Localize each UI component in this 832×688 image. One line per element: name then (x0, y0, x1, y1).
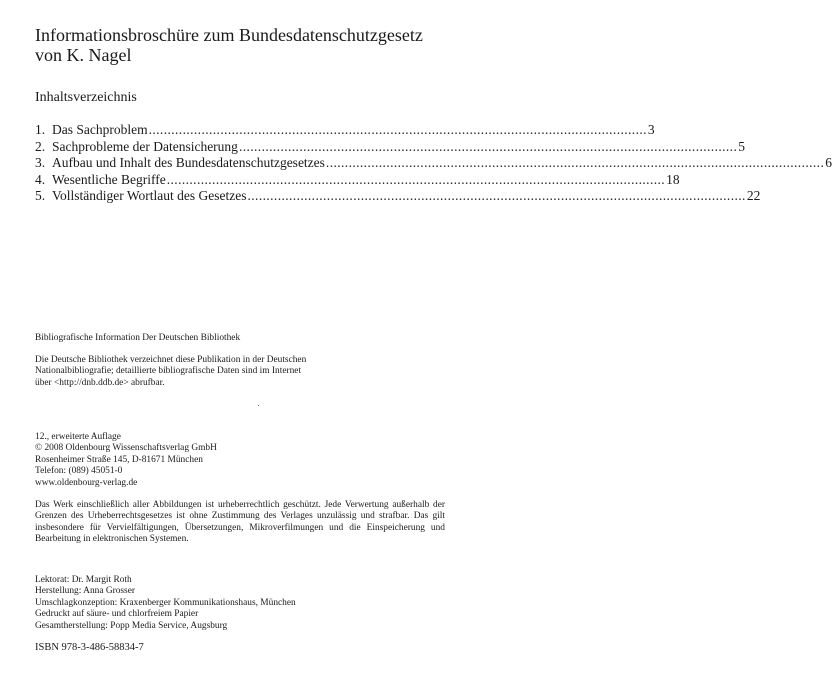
toc-entry-title: Sachprobleme der Datensicherung (52, 138, 238, 154)
title-line-1: Informationsbroschüre zum Bundesdatenschutzgesetz (35, 25, 423, 45)
toc-entry (35, 138, 745, 156)
toc-entry-page: 3 (647, 122, 655, 137)
edition-line: 12., erweiterte Auflage (35, 432, 121, 442)
toc-entry-page: 5 (738, 138, 745, 154)
bibliographic-line: Die Deutsche Bibliothek verzeichnet diese Publikation in der Deutschen (35, 355, 307, 365)
toc-entry-number: 1. (35, 122, 46, 137)
toc-entry-number: 5. (35, 188, 46, 204)
toc-entry-page: 6 (825, 155, 832, 171)
toc-entry-page: 18 (666, 171, 680, 187)
isbn: ISBN 978-3-486-58834-7 (35, 642, 144, 653)
toc-entry-title: Vollständiger Wortlaut des Gesetzes (52, 188, 247, 204)
toc-entry-number: 3. (35, 155, 46, 171)
credit-line: Umschlagkonzeption: Kraxenberger Kommunikationshaus, München (35, 597, 296, 608)
stray-dot-mark (258, 405, 259, 406)
bibliographic-line: über <http://dnb.ddb.de> abrufbar. (35, 377, 165, 388)
toc-entry-page: 22 (746, 188, 761, 204)
toc-entry (35, 155, 832, 172)
copyright-notice: Das Werk einschließlich aller Abbildungen ist urheberrechtlich geschützt. Jede Verwertung außerhalb der Grenzen des Urheberrechtsgesetzes ist ohne Zustimmung des Verlages unzulässig und strafbar. Das gilt insbesondere für Vervielfältigungen, Übersetzungen, Mikroverfilmungen und die Einspeicherung und Bearbeitung in elektronischen Systemen. (35, 500, 445, 545)
toc-dot-leader: .................................................................................................................................... (325, 155, 825, 171)
toc-entry (35, 188, 761, 205)
bibliographic-info (35, 355, 445, 389)
document-title (35, 25, 455, 65)
table-of-contents (35, 122, 832, 205)
bibliographic-line: Nationalbibliografie; detaillierte bibliografische Daten sind im Internet (35, 366, 302, 377)
website-line: www.oldenbourg-verlag.de (35, 477, 138, 488)
credit-line: Gesamtherstellung: Popp Media Service, Augsburg (35, 620, 228, 631)
phone-line: Telefon: (089) 45051-0 (35, 466, 123, 477)
publisher-imprint (35, 432, 445, 489)
credit-line: Herstellung: Anna Grosser (35, 586, 135, 597)
toc-entry-title: Wesentliche Begriffe (52, 171, 166, 187)
toc-dot-leader: .................................................................................................................................... (238, 138, 738, 154)
credit-line: Gedruckt auf säure- und chlorfreiem Papier (35, 609, 199, 620)
production-credits (35, 575, 445, 632)
toc-dot-leader: .................................................................................................................................... (247, 188, 746, 204)
toc-entry-title: Das Sachproblem (52, 122, 148, 137)
toc-entry-number: 4. (35, 171, 46, 187)
toc-entry (35, 171, 680, 189)
title-line-2: von K. Nagel (35, 45, 132, 65)
toc-entry-number: 2. (35, 138, 46, 154)
address-line: Rosenheimer Straße 145, D-81671 München (35, 454, 203, 465)
toc-entry-title: Aufbau und Inhalt des Bundesdatenschutzgesetzes (52, 155, 325, 171)
credit-line: Lektorat: Dr. Margit Roth (35, 575, 132, 585)
bibliographic-heading: Bibliografische Information Der Deutschen Bibliothek (35, 333, 241, 343)
toc-heading: Inhaltsverzeichnis (35, 90, 137, 105)
toc-dot-leader: .................................................................................................................................... (166, 171, 666, 187)
copyright-line: © 2008 Oldenbourg Wissenschaftsverlag GmbH (35, 443, 217, 454)
toc-entry (35, 122, 655, 139)
toc-dot-leader: .................................................................................................................................... (148, 122, 647, 137)
